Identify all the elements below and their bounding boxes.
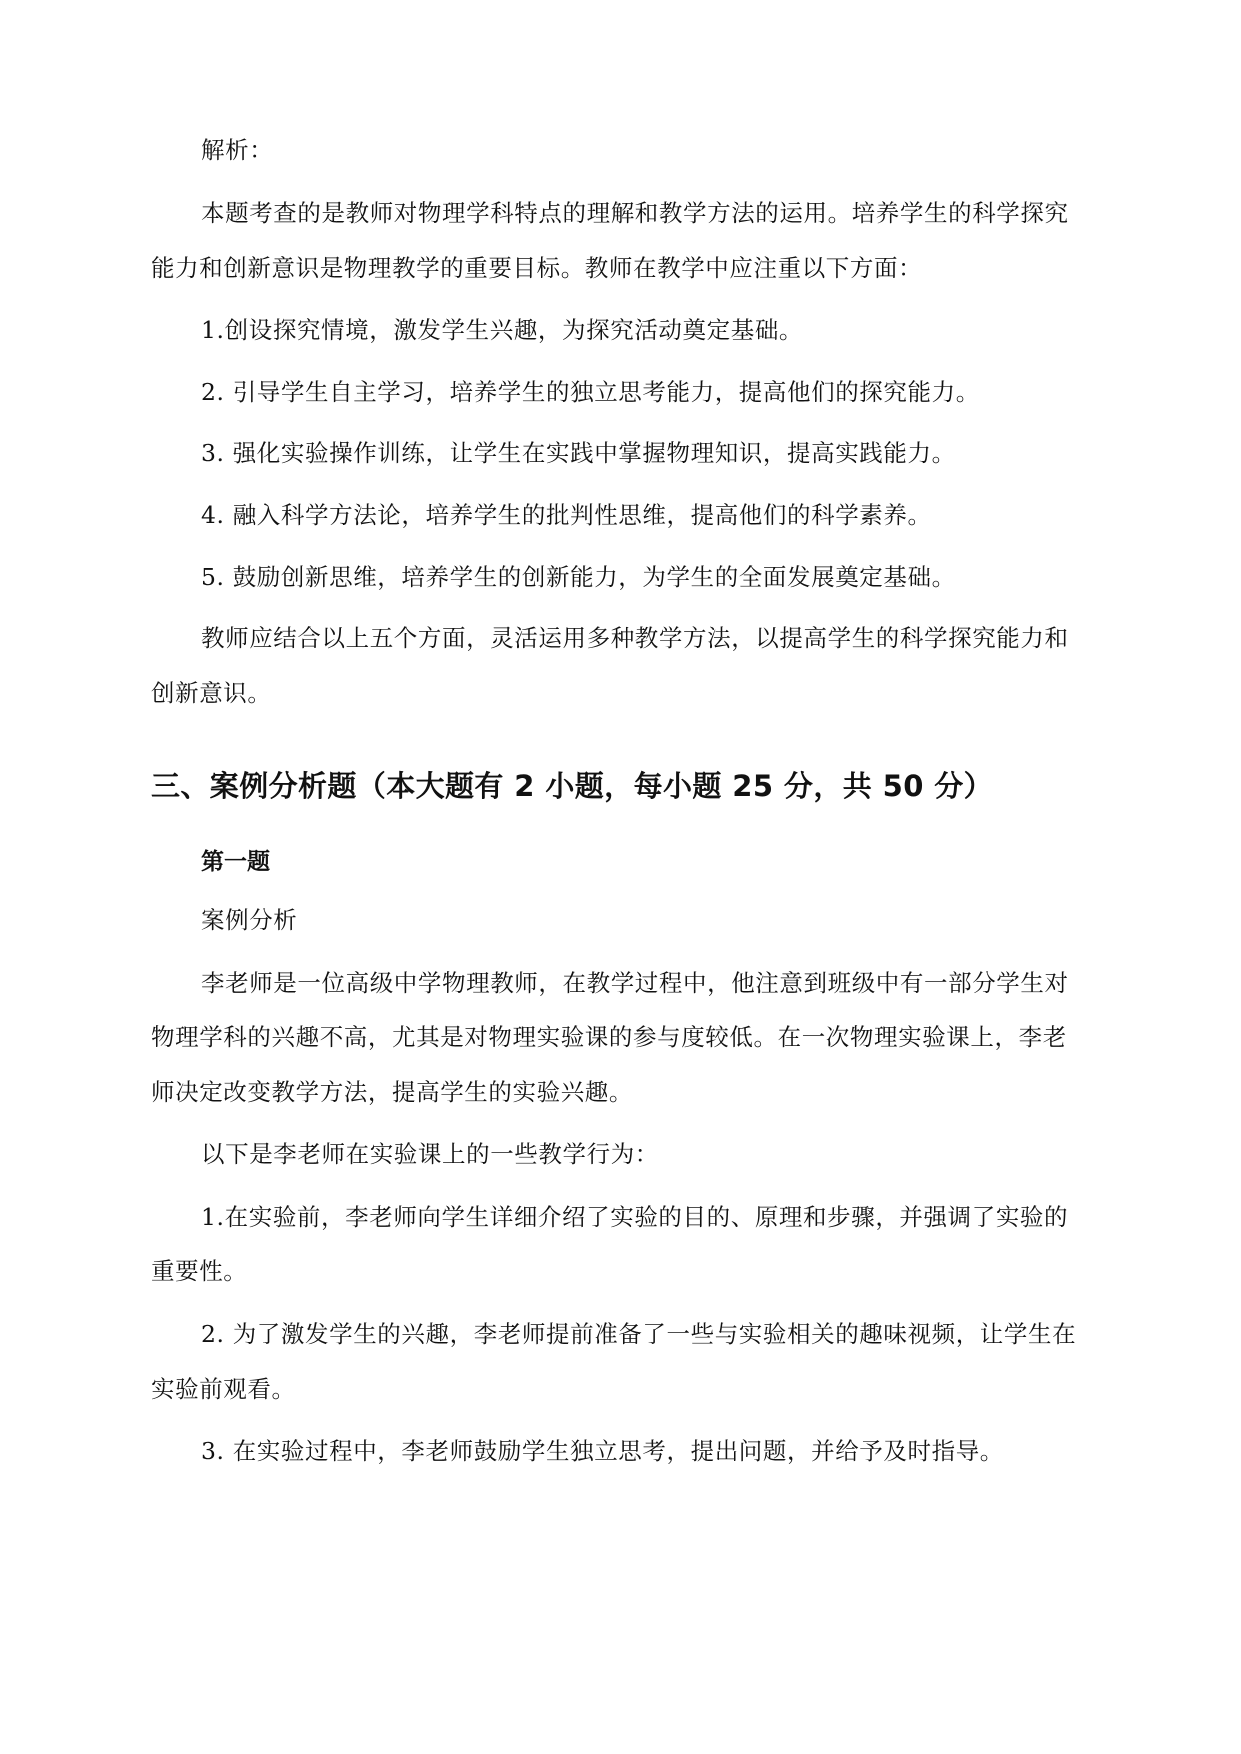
- analysis-label: 解析：: [201, 136, 274, 164]
- case-paragraph-1-line-3: 师决定改变教学方法，提高学生的实验兴趣。: [151, 1078, 633, 1106]
- case-paragraph-1-line-1: 李老师是一位高级中学物理教师，在教学过程中，他注意到班级中有一部分学生对: [201, 969, 1069, 997]
- case-paragraph-1-line-2: 物理学科的兴趣不高，尤其是对物理实验课的参与度较低。在一次物理实验课上，李老: [151, 1023, 1067, 1051]
- analysis-conclusion-line-1: 教师应结合以上五个方面，灵活运用多种教学方法，以提高学生的科学探究能力和: [201, 624, 1069, 652]
- analysis-point-2: 2. 引导学生自主学习，培养学生的独立思考能力，提高他们的探究能力。: [201, 378, 980, 406]
- section-heading: 三、案例分析题（本大题有 2 小题，每小题 25 分，共 50 分）: [151, 769, 994, 803]
- analysis-conclusion-line-2: 创新意识。: [151, 679, 272, 707]
- case-item-2-line-1: 2. 为了激发学生的兴趣，李老师提前准备了一些与实验相关的趣味视频，让学生在: [201, 1320, 1077, 1348]
- case-item-1-line-1: 1.在实验前，李老师向学生详细介绍了实验的目的、原理和步骤，并强调了实验的: [201, 1203, 1069, 1231]
- case-item-2-line-2: 实验前观看。: [151, 1375, 296, 1403]
- analysis-point-1: 1.创设探究情境，激发学生兴趣，为探究活动奠定基础。: [201, 316, 804, 344]
- case-item-1-line-2: 重要性。: [151, 1257, 248, 1285]
- analysis-intro-line-1: 本题考查的是教师对物理学科特点的理解和教学方法的运用。培养学生的科学探究: [201, 199, 1069, 227]
- analysis-point-3: 3. 强化实验操作训练，让学生在实践中掌握物理知识，提高实践能力。: [201, 439, 956, 467]
- question-1-title: 第一题: [201, 849, 270, 875]
- analysis-intro-line-2: 能力和创新意识是物理教学的重要目标。教师在教学中应注重以下方面：: [151, 254, 923, 282]
- analysis-point-5: 5. 鼓励创新思维，培养学生的创新能力，为学生的全面发展奠定基础。: [201, 563, 956, 591]
- analysis-point-4: 4. 融入科学方法论，培养学生的批判性思维，提高他们的科学素养。: [201, 501, 932, 529]
- case-item-3: 3. 在实验过程中，李老师鼓励学生独立思考，提出问题，并给予及时指导。: [201, 1437, 1004, 1465]
- case-paragraph-2: 以下是李老师在实验课上的一些教学行为：: [201, 1140, 659, 1168]
- case-label: 案例分析: [201, 906, 298, 934]
